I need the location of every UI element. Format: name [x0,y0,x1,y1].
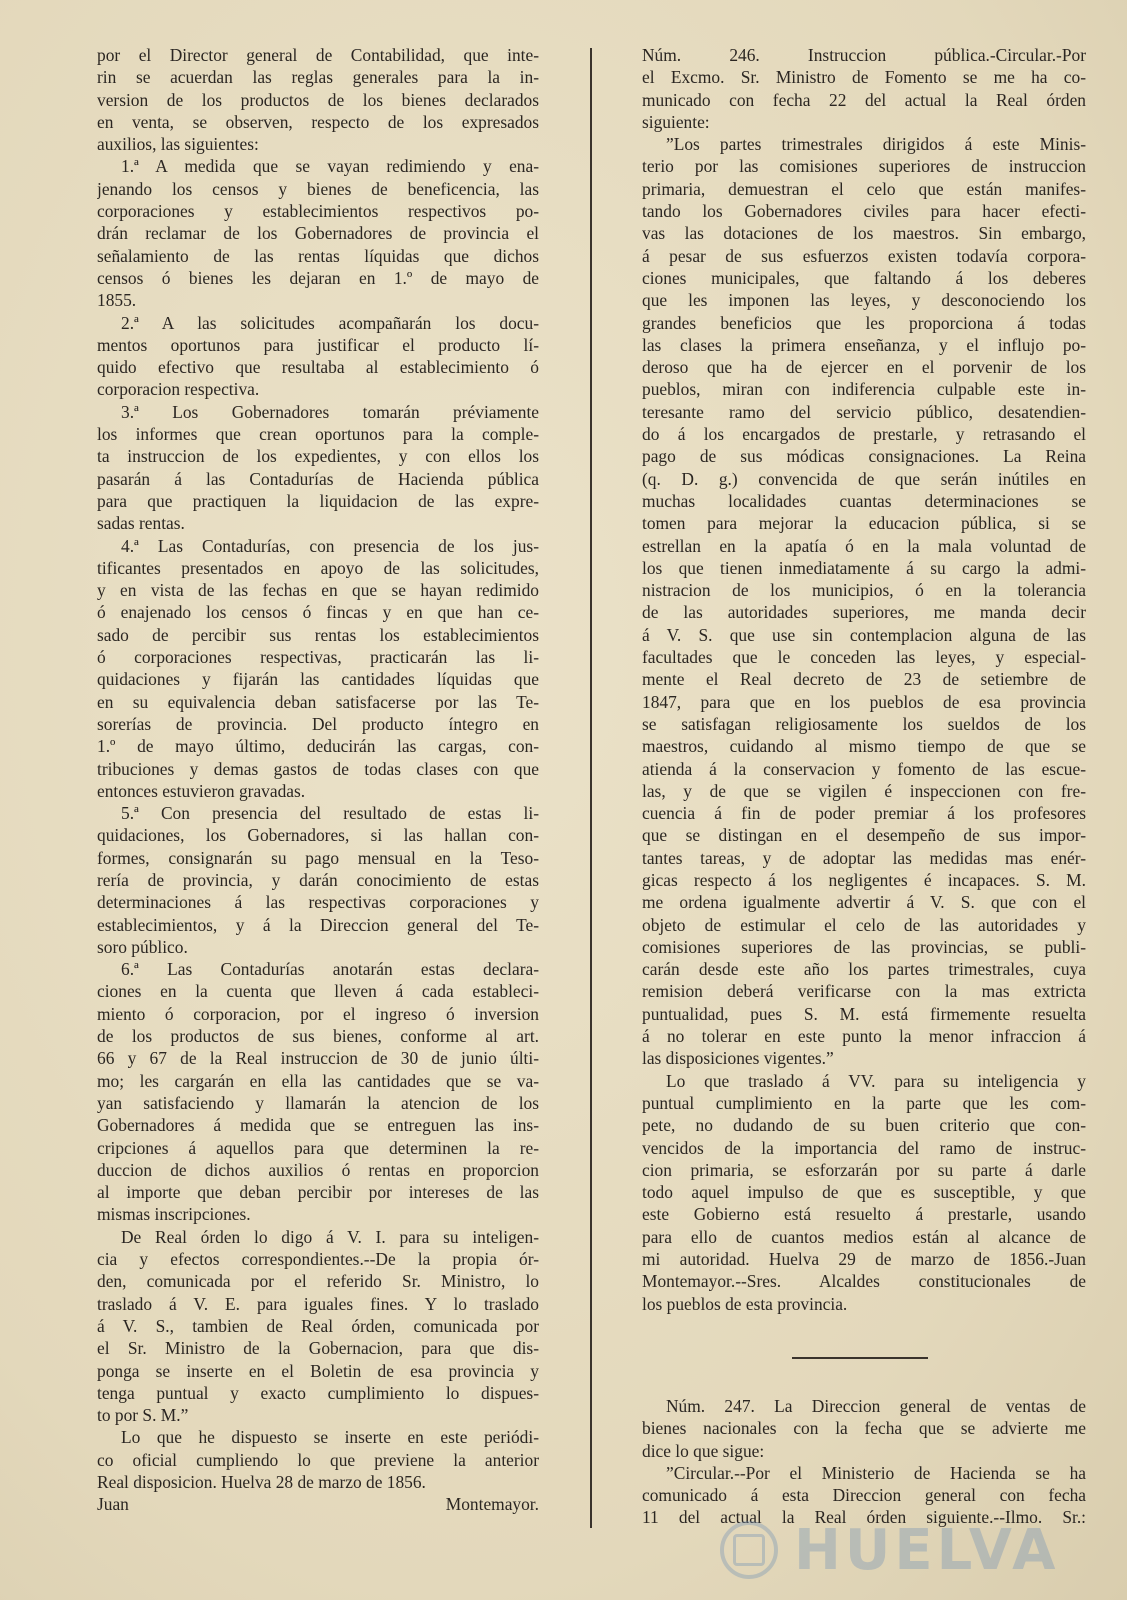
text-line: comisiones superiores de las provincias, se publi- [642,936,1086,957]
text-line: pete, no dudando de su buen criterio que con- [642,1115,1086,1136]
text-line: miento ó corporacion, por el ingreso ó inversion [97,1003,539,1024]
text-line: de los productos de sus bienes, conforme al art. [97,1026,539,1047]
text-line: mo; les cargarán en ella las cantidades que se va- [97,1070,539,1091]
text-line: este Gobierno está resuelto á prestarle, usando [642,1204,1086,1225]
text-line: municado con fecha 22 del actual la Real órden [642,89,1086,110]
text-line: los que tienen inmediatamente á su cargo la admi- [642,557,1086,578]
text-line: atienda á la conservacion y fomento de las escue- [642,758,1086,779]
text-line: á V. S., tambien de Real órden, comunicada por [97,1315,539,1336]
text-line: remision deberá verificarse con la mas extricta [642,981,1086,1002]
text-line: Montemayor.--Sres. Alcaldes constitucionales de [642,1271,1086,1292]
text-line: los informes que crean oportunos para la comple- [97,424,539,445]
text-line: version de los productos de los bienes declarados [97,89,539,110]
text-line: el Excmo. Sr. Ministro de Fomento se me ha co- [642,67,1086,88]
text-line: rin se acuerdan las reglas generales para la in- [97,67,539,88]
text-line: 5.ª Con presencia del resultado de estas li- [121,803,539,824]
text-line: den, comunicada por el referido Sr. Ministro, lo [97,1271,539,1292]
text-line: de las autoridades superiores, me manda decir [642,602,1086,623]
text-line: puntualidad, pues S. M. está firmemente resuelta [642,1003,1086,1024]
text-line: jenando los censos y bienes de beneficencia, las [97,178,539,199]
text-line: los pueblos de esta provincia. [642,1293,848,1314]
text-line: 1.ª A medida que se vayan redimiendo y ena- [121,156,539,177]
text-line: tenga puntual y exacto cumplimiento lo dispues- [97,1382,539,1403]
text-line: vas las dotaciones de los maestros. Sin embargo, [642,223,1086,244]
right-column [642,44,1086,1529]
text-line: quido efectivo que resultaba al establecimiento ó [97,357,539,378]
text-line: cion primaria, se esforzarán por su parte á darle [642,1159,1086,1180]
text-line: do á los encargados de prestarle, y retrasando el [642,424,1086,445]
text-line: terio por las comisiones superiores de instruccion [642,156,1086,177]
text-line: soro público. [97,936,188,957]
text-line: tando los Gobernadores civiles para hacer efecti- [642,201,1086,222]
text-line: primaria, demuestran el celo que están manifes- [642,178,1086,199]
text-line: 66 y 67 de la Real instruccion de 30 de junio últi- [97,1048,539,1069]
text-line: yan satisfaciendo y llamarán la atencion de los [97,1092,539,1113]
text-line: vencidos de la importancia del ramo de instruc- [642,1137,1086,1158]
text-line: mi autoridad. Huelva 29 de marzo de 1856.-Juan [642,1249,1086,1270]
text-line: comunicado á esta Direccion general con fecha [642,1485,1086,1506]
text-line: determinaciones á las respectivas corporaciones y [97,892,539,913]
text-line: tificantes presentados en apoyo de las solicitudes, [97,557,539,578]
text-line: Gobernadores á medida que se entreguen las ins- [97,1115,539,1136]
text-line: Núm. 247. La Direccion general de ventas de [666,1395,1086,1416]
text-line: formes, consignarán su pago mensual en la Teso- [97,847,539,868]
text-line: quidaciones, los Gobernadores, si las hallan con- [97,825,539,846]
text-line: ”Circular.--Por el Ministerio de Hacienda se ha [666,1462,1086,1483]
text-line: censos ó bienes les dejaran en 1.º de mayo de [97,267,539,288]
text-line: al importe que deban percibir por intereses de las [97,1182,539,1203]
text-line: 2.ª A las solicitudes acompañarán los docu- [121,312,539,333]
text-line: mente el Real decreto de 23 de setiembre de [642,669,1086,690]
text-line: sado de percibir sus rentas los establecimientos [97,624,539,645]
text-line: cuencia á fin de poder premiar á los profesores [642,803,1086,824]
text-line: en venta, se observen, respecto de los expresados [97,111,539,132]
text-line: to por S. M.” [97,1405,189,1426]
text-line: muchas localidades cuantas determinaciones se [642,490,1086,511]
text-line: para que practiquen la liquidacion de las expre- [97,490,539,511]
text-line: Juan Montemayor. [97,1494,539,1515]
text-line: quidaciones y fijarán las cantidades líquidas que [97,669,539,690]
text-line: las disposiciones vigentes.” [642,1048,834,1069]
text-line: ó enajenado los censos ó fincas y en que han ce- [97,602,539,623]
text-line: corporaciones y establecimientos respectivos po- [97,201,539,222]
text-line: establecimientos, y á la Direccion general del Te- [97,914,539,935]
text-line: ”Los partes trimestrales dirigidos á este Minis- [666,134,1086,155]
column-divider [590,48,592,1528]
text-line: 1.º de mayo último, deducirán las cargas, con- [97,736,539,757]
text-line: las clases la primera enseñanza, y el influjo po- [642,334,1086,355]
text-line: Real disposicion. Huelva 28 de marzo de 1856. [97,1472,426,1492]
text-line: tomen para mejorar la educacion pública, si se [642,513,1086,534]
text-line: corporacion respectiva. [97,379,260,400]
text-line: ta instruccion de los expedientes, y con ellos los [97,446,539,467]
text-line: Lo que traslado á VV. para su inteligencia y [666,1070,1086,1091]
text-line: gicas respecto á los negligentes é incapaces. S. M. [642,869,1086,890]
text-line: me ordena igualmente advertir á V. S. que con el [642,892,1086,913]
text-line: á no tolerar en este punto la menor infraccion á [642,1026,1086,1047]
text-line: De Real órden lo digo á V. I. para su inteligen- [121,1226,539,1247]
text-line: objeto de estimular el celo de las autoridades y [642,914,1086,935]
text-line: señalamiento de las rentas líquidas que dichos [97,245,539,266]
text-line: ó corporaciones respectivas, practicarán las li- [97,647,539,668]
text-line: Lo que he dispuesto se inserte en este periódi- [121,1427,539,1448]
text-line: mismas inscripciones. [97,1204,251,1225]
text-line: tantes tareas, y de adoptar las medidas mas enér- [642,847,1086,868]
text-line: maestros, cuidando al mismo tiempo de que se [642,736,1086,757]
text-line: 3.ª Los Gobernadores tomarán préviamente [121,401,539,422]
text-line: duccion de dichos auxilios ó rentas en proporcion [97,1159,539,1180]
text-line: bienes nacionales con la fecha que se advierte me [642,1418,1086,1439]
section-rule [792,1357,928,1359]
text-line: que les imponen las leyes, y desconociendo los [642,290,1086,311]
text-line: se satisfagan religiosamente los sueldos de los [642,713,1086,734]
watermark-text: HUELVA [794,1517,1060,1583]
text-line: todo aquel impulso de que es susceptible, y que [642,1182,1086,1203]
text-line: co oficial cumpliendo lo que previene la anterior [97,1449,539,1470]
text-line: 1847, para que en los pueblos de esa provincia [642,691,1086,712]
huelva-watermark [720,1510,1100,1590]
left-column [97,44,539,1516]
text-line: para ello de cuantos medios están al alcance de [642,1226,1086,1247]
text-line: rería de provincia, y darán conocimiento de estas [97,869,539,890]
text-line: 6.ª Las Contadurías anotarán estas declara- [121,959,539,980]
text-line: (q. D. g.) convencida de que serán inútiles en [642,468,1086,489]
text-line: tribuciones y demas gastos de todas clases con que [97,758,539,779]
seal-icon [720,1521,778,1579]
text-line: nistracion de los municipios, ó en la tolerancia [642,580,1086,601]
text-line: dice lo que sigue: [642,1440,765,1461]
text-line: estrellan en la apatía ó en la mala voluntad de [642,535,1086,556]
text-line: drán reclamar de los Gobernadores de provincia el [97,223,539,244]
text-line: que se distingan en el desempeño de sus impor- [642,825,1086,846]
text-line: el Sr. Ministro de la Gobernacion, para que dis- [97,1338,539,1359]
text-line: sorerías de provincia. Del producto íntegro en [97,713,539,734]
text-line: traslado á V. E. para iguales fines. Y lo traslado [97,1293,539,1314]
text-line: cripciones á aquellos para que determinen la re- [97,1137,539,1158]
text-line: puntual cumplimiento en la parte que les com- [642,1092,1086,1113]
text-line: en su equivalencia deban satisfacerse por las Te- [97,691,539,712]
text-line: pasarán á las Contadurías de Hacienda pública [97,468,539,489]
text-line: cia y efectos correspondientes.--De la propia ór- [97,1249,539,1270]
text-line: á pesar de sus esfuerzos existen todavía corpora- [642,245,1086,266]
text-line: ponga se inserte en el Boletin de esa provincia y [97,1360,539,1381]
text-line: por el Director general de Contabilidad, que inte- [97,45,539,65]
text-line: 4.ª Las Contadurías, con presencia de los jus- [121,535,539,556]
text-line: deroso que ha de ejercer en el porvenir de los [642,357,1086,378]
text-line: Núm. 246. Instruccion pública.-Circular.-Por [642,45,1086,65]
text-line: 1855. [97,290,137,311]
text-line: 11 del actual la Real órden siguiente.--Ilmo. Sr.: [642,1507,1086,1528]
text-line: pueblos, miran con indiferencia culpable este in- [642,379,1086,400]
text-line: entonces estuvieron gravadas. [97,780,306,801]
text-line: auxilios, las siguientes: [97,134,259,155]
text-line: sadas rentas. [97,513,185,534]
text-line: siguiente: [642,111,710,132]
text-line: facultades que le conceden las leyes, y especial- [642,647,1086,668]
text-line: carán desde este año los partes trimestrales, cuya [642,959,1086,980]
text-line: mentos oportunos para justificar el producto lí- [97,334,539,355]
text-line: teresante ramo del servicio público, desatendien- [642,401,1086,422]
text-line: ciones en la cuenta que lleven á cada estableci- [97,981,539,1002]
text-line: pago de sus módicas consignaciones. La Reina [642,446,1086,467]
text-line: y en vista de las fechas en que se hayan redimido [97,580,539,601]
text-line: á V. S. que use sin contemplacion alguna de las [642,624,1086,645]
text-line: las, y de que se vigilen é inspeccionen con fre- [642,780,1086,801]
text-line: grandes beneficios que les proporciona á todas [642,312,1086,333]
text-line: ciones municipales, que faltando á los deberes [642,267,1086,288]
